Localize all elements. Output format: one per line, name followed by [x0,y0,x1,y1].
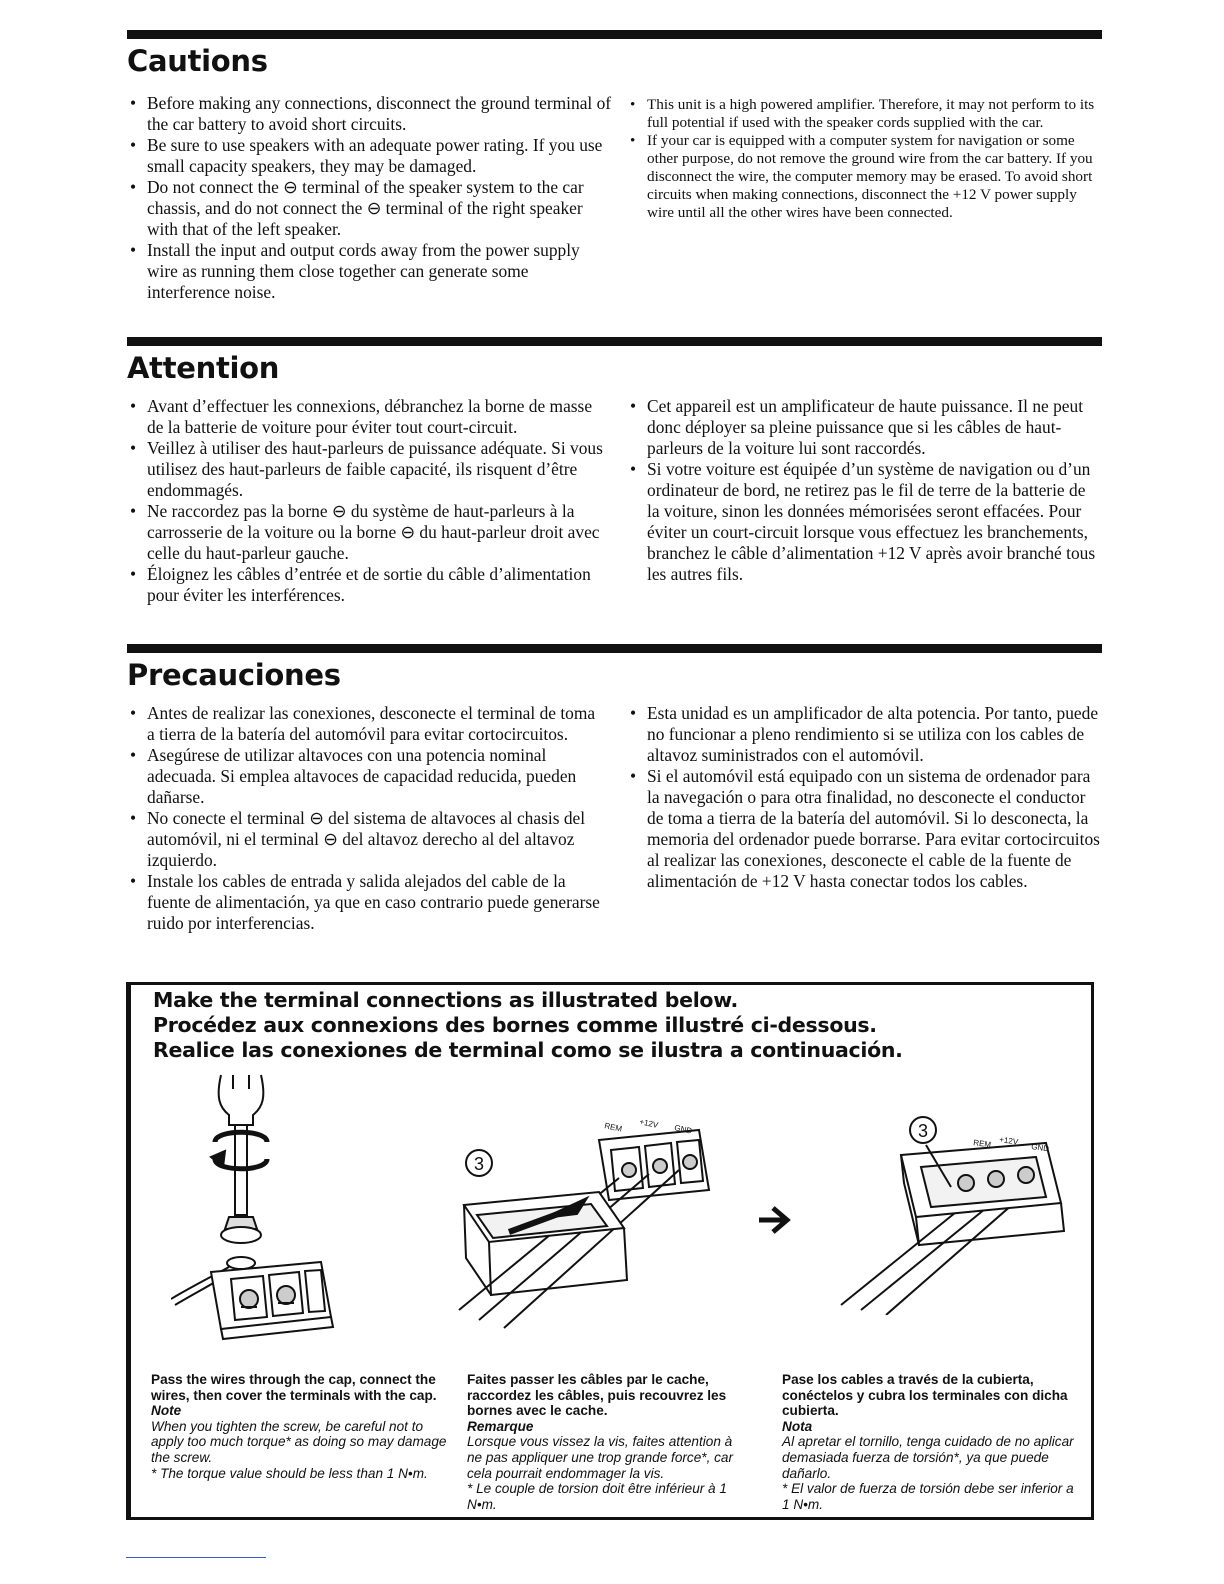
section-rule [127,30,1102,39]
caption-lead: Pass the wires through the cap, connect the wires, then cover the terminals with the cap. [151,1372,437,1403]
attention-item: • Ne raccordez pas la borne ⊖ du système de haut-parleurs à la carrosserie de la voiture ou la borne ⊖ du haut-parleur droit avec celle du haut-parleur gauche. [127,501,612,564]
cap-fitted-illustration [831,1105,1071,1315]
caption-footnote: * The torque value should be less than 1 N•m. [151,1465,428,1481]
terminal-label-rem: REM [972,1138,992,1150]
caption-es [782,1372,1082,1512]
attention-item: • Cet appareil est un amplificateur de haute puissance. Il ne peut donc déployer sa pleine puissance que si les câbles de haut-parleurs de la voiture lui sont raccordés. [627,396,1097,459]
precaucion-item: • Si el automóvil está equipado con un sistema de ordenador para la navegación o para otra finalidad, no desconecte el conductor de toma a tierra de la batería del automóvil. Si lo desconecta, la memoria del ordenador puede borrarse. Para evitar cortocircuitos al realizar las conexiones, desconecte el cable de la fuente de alimentación de +12 V hasta conectar todos los cables. [627,766,1102,892]
caution-item: • Before making any connections, disconnect the ground terminal of the car battery to avoid short circuits. [127,93,612,135]
precauciones-section [127,644,1102,963]
connections-title-en: Make the terminal connections as illustrated below. [153,988,739,1012]
connections-title-es: Realice las conexiones de terminal como se ilustra a continuación. [153,1038,903,1062]
caution-item: • If your car is equipped with a computer system for navigation or some other purpose, do not remove the ground wire from the car battery. If you disconnect the wire, the computer memory may be erased. To avoid short circuits when making connections, disconnect the +12 V power supply wire until all the other wires have been connected. [627,132,1105,222]
caption-lead: Faites passer les câbles par le cache, raccordez les câbles, puis recouvrez les bornes avec le cache. [467,1372,727,1419]
callout-number: 3 [917,1121,929,1141]
caption-note-label: Nota [782,1418,813,1434]
precauciones-title: Precauciones [127,658,341,692]
attention-item: • Veillez à utiliser des haut-parleurs de puissance adéquate. Si vous utilisez des haut-parleurs de faible capacité, ils risquent d’être endommagés. [127,438,612,501]
cautions-title: Cautions [127,44,268,78]
callout-number: 3 [473,1154,485,1174]
attention-title: Attention [127,351,280,385]
caption-note-label: Note [151,1403,182,1419]
terminal-label-rem: REM [603,1121,623,1134]
footer-link-line [126,1557,266,1558]
caption-note-label: Remarque [467,1418,534,1434]
terminal-label-gnd: GND [673,1123,693,1136]
connections-title-fr: Procédez aux connexions des bornes comme illustré ci-dessous. [153,1013,877,1037]
caption-footnote: * El valor de fuerza de torsión debe ser inferior a 1 N•m. [782,1481,1074,1512]
caption-note: Lorsque vous vissez la vis, faites attention à ne pas appliquer une trop grande force*, car cela pourrait endommager la vis. [467,1434,734,1481]
terminal-label-gnd: GND [1030,1142,1050,1154]
caption-lead: Pase los cables a través de la cubierta, conéctelos y cubra los terminales con dicha cubierta. [782,1372,1068,1419]
attention-item: • Éloignez les câbles d’entrée et de sortie du câble d’alimentation pour éviter les interférences. [127,564,612,606]
next-step-arrow-icon [757,1205,791,1235]
precaucion-item: • Asegúrese de utilizar altavoces con una potencia nominal adecuada. Si emplea altavoces de capacidad reducida, pueden dañarse. [127,745,602,808]
precaucion-item: • Instale los cables de entrada y salida alejados del cable de la fuente de alimentación, ya que en caso contrario puede generarse ruido por interferencias. [127,871,602,934]
caption-en [151,1372,451,1481]
caution-item: • Install the input and output cords away from the power supply wire as running them close together can generate some interference noise. [127,240,612,303]
screwdriver-terminal-illustration [171,1067,371,1357]
section-rule [127,337,1102,346]
terminal-label-12v: +12V [998,1135,1019,1147]
section-rule [127,644,1102,653]
cap-sliding-illustration [449,1110,749,1335]
caption-fr [467,1372,747,1512]
cautions-section [127,30,1102,313]
caption-note: When you tighten the screw, be careful not to apply too much torque* as doing so may damage the screw. [151,1418,447,1465]
attention-item: • Avant d’effectuer les connexions, débranchez la borne de masse de la batterie de voiture pour éviter tout court-circuit. [127,396,612,438]
precaucion-item: • Antes de realizar las conexiones, desconecte el terminal de toma a tierra de la batería del automóvil para evitar cortocircuitos. [127,703,602,745]
terminal-label-12v: +12V [638,1117,659,1130]
caution-item: • Be sure to use speakers with an adequate power rating. If you use small capacity speakers, they may be damaged. [127,135,612,177]
attention-section [127,337,1102,616]
connections-heading [153,988,903,1063]
precaucion-item: • No conecte el terminal ⊖ del sistema de altavoces al chasis del automóvil, ni el terminal ⊖ del altavoz derecho al del altavoz izquierdo. [127,808,602,871]
terminal-connections-box [126,982,1094,1520]
caption-note: Al apretar el tornillo, tenga cuidado de no aplicar demasiada fuerza de torsión*, ya que puede dañarlo. [782,1434,1074,1481]
caution-item: • Do not connect the ⊖ terminal of the speaker system to the car chassis, and do not connect the ⊖ terminal of the right speaker with that of the left speaker. [127,177,612,240]
attention-item: • Si votre voiture est équipée d’un système de navigation ou d’un ordinateur de bord, ne retirez pas le fil de terre de la batterie de la voiture, sinon les données mémorisées seront effacées. Pour éviter un court-circuit lorsque vous effectuez les branchements, branchez le câble d’alimentation +12 V après avoir branché tous les autres fils. [627,459,1097,585]
caption-footnote: * Le couple de torsion doit être inférieur à 1 N•m. [467,1481,727,1512]
precaucion-item: • Esta unidad es un amplificador de alta potencia. Por tanto, puede no funcionar a pleno rendimiento si se utiliza con los cables de altavoz suministrados con el automóvil. [627,703,1102,766]
caution-item: • This unit is a high powered amplifier. Therefore, it may not perform to its full potential if used with the speaker cords supplied with the car. [627,96,1105,132]
